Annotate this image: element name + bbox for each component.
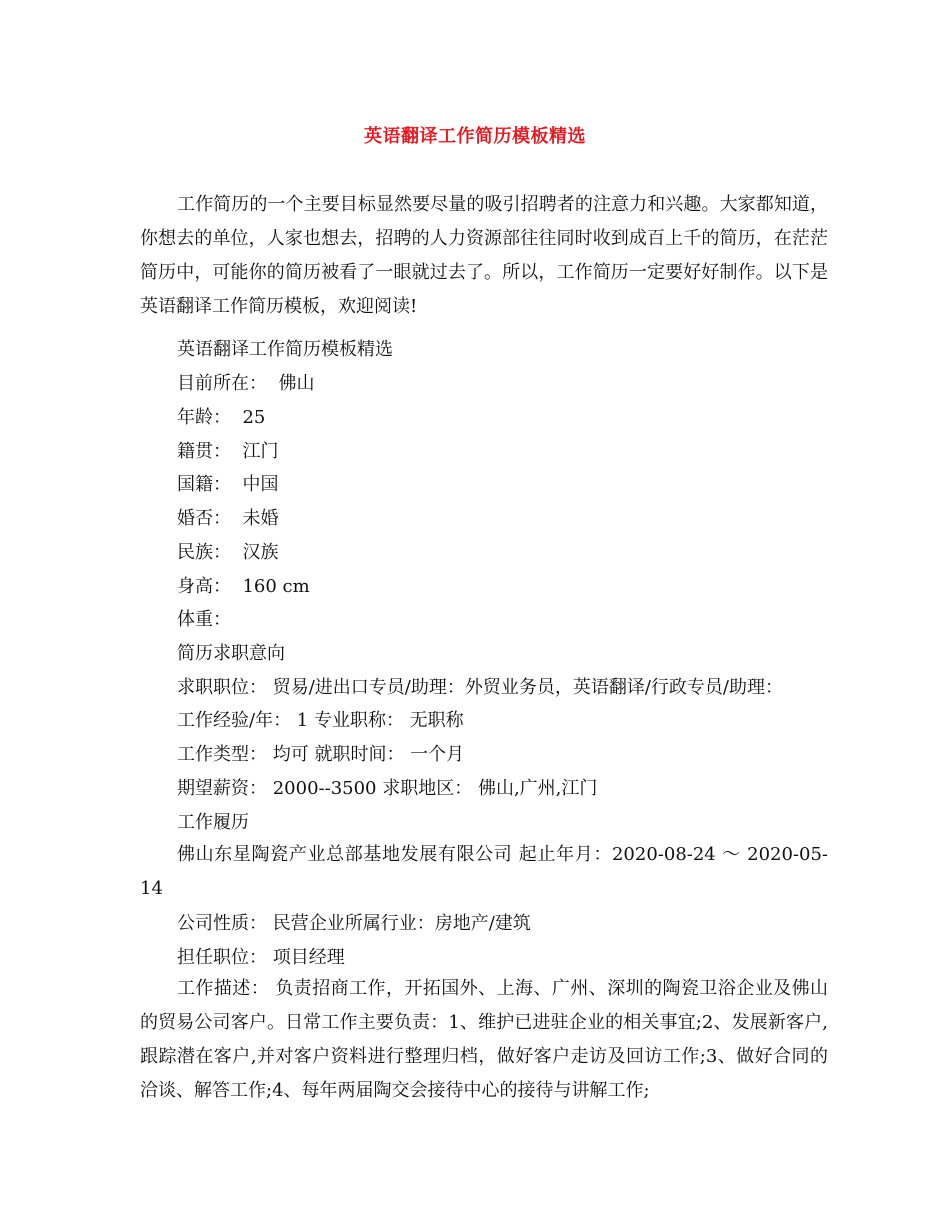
info-row-nationality xyxy=(177,473,278,497)
info-label: 身高： xyxy=(177,576,231,597)
experience-heading: 工作履历 xyxy=(177,812,249,833)
info-row-marital xyxy=(177,507,278,531)
info-label: 国籍： xyxy=(177,474,231,495)
info-value: 中国 xyxy=(242,474,279,495)
info-label: 年龄： xyxy=(177,407,231,428)
document-title: 英语翻译工作简历模板精选 xyxy=(364,126,586,147)
info-row-weight xyxy=(177,608,231,632)
subtitle: 英语翻译工作简历模板精选 xyxy=(177,339,393,360)
info-row-ethnicity xyxy=(177,541,278,565)
intent-line: 求职职位： 贸易/进出口专员/助理：外贸业务员，英语翻译/行政专员/助理： xyxy=(177,677,783,698)
info-row-age xyxy=(177,406,265,430)
intro-paragraph: 工作简历的一个主要目标显然要尽量的吸引招聘者的注意力和兴趣。大家都知道，你想去的单位，人家也想去，招聘的人力资源部往往同时收到成百上千的简历，在茫茫简历中，可能你的简历被看了一眼就过去了。所以，工作简历一定要好好制作。以下是英语翻译工作简历模板，欢迎阅读! xyxy=(140,194,828,317)
experience-line: 担任职位： 项目经理 xyxy=(177,947,345,968)
info-value: 佛山 xyxy=(278,373,315,394)
experience-line: 公司性质： 民营企业所属行业：房地产/建筑 xyxy=(177,913,531,934)
info-label: 目前所在： xyxy=(177,373,267,394)
info-value: 江门 xyxy=(242,441,279,462)
job-description: 工作描述： 负责招商工作，开拓国外、上海、广州、深圳的陶瓷卫浴企业及佛山的贸易公司客户。日常工作主要负责：1、维护已进驻企业的相关事宜;2、发展新客户,跟踪潜在客户,并对客户资料进行整理归档，做好客户走访及回访工作;3、做好合同的洽谈、解答工作;4、每年两届陶交会接待中心的接待与讲解工作; xyxy=(140,978,828,1101)
info-row-hometown xyxy=(177,440,278,464)
intent-line: 工作经验/年： 1 专业职称： 无职称 xyxy=(177,710,464,731)
info-label: 籍贯： xyxy=(177,441,231,462)
intent-line: 期望薪资： 2000--3500 求职地区： 佛山,广州,江门 xyxy=(177,778,598,799)
info-value: 25 xyxy=(242,407,266,428)
info-value: 160 cm xyxy=(242,576,310,597)
info-value: 汉族 xyxy=(242,542,279,563)
info-label: 体重： xyxy=(177,609,231,630)
intent-heading: 简历求职意向 xyxy=(177,643,285,664)
info-value: 未婚 xyxy=(242,508,279,529)
intent-line: 工作类型： 均可 就职时间： 一个月 xyxy=(177,744,465,765)
info-row-location xyxy=(177,372,314,396)
info-label: 婚否： xyxy=(177,508,231,529)
experience-company: 佛山东星陶瓷产业总部基地发展有限公司 起止年月：2020-08-24 ～ 2020-05-14 xyxy=(140,844,828,899)
info-row-height xyxy=(177,575,310,599)
info-label: 民族： xyxy=(177,542,231,563)
